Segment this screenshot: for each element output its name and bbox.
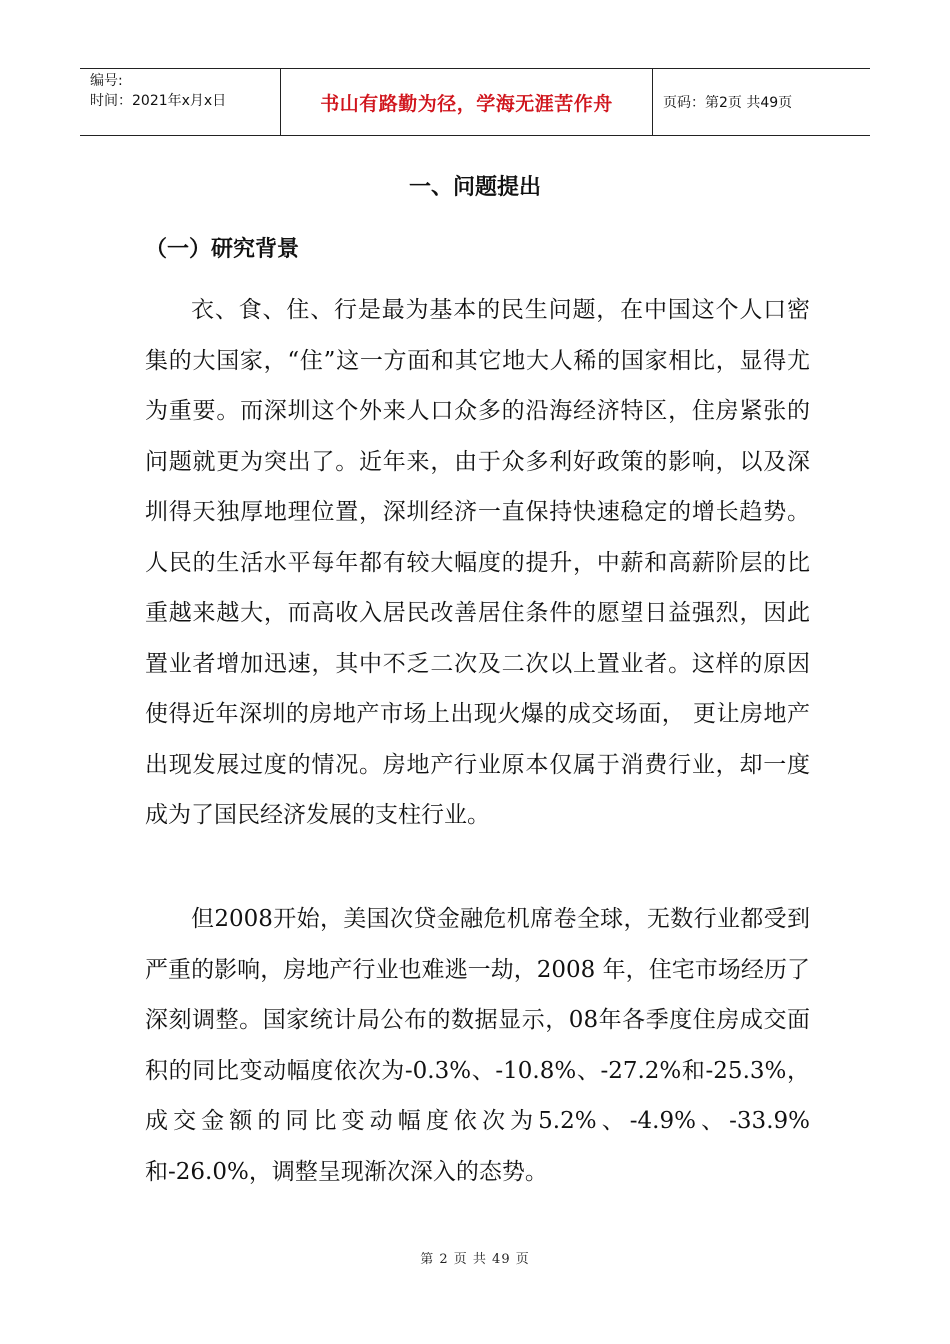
header-motto: [281, 69, 653, 135]
section-title: （一）研究背景: [145, 237, 300, 262]
body-paragraph-2: 但2008开始，美国次贷金融危机席卷全球，无数行业都受到严重的影响，房地产行业也难逃一劫，2008 年，住宅市场经历了深刻调整。国家统计局公布的数据显示，08年各季度住房成交面积的同比变动幅度依次为-0.3%、-10.8%、-27.2%和-25.3%，成交金额的同比变动幅度依次为5.2%、-4.9%、-33.9%和-26.0%，调整呈现渐次深入的态势。: [145, 906, 810, 1185]
page-info-text: 页码：第2页 共49页: [663, 95, 793, 111]
header-meta-cell: [80, 69, 281, 135]
chapter-title: 一、问题提出: [408, 175, 541, 200]
document-number-label: 编号:: [90, 73, 123, 89]
page-footer: 第 2 页 共 49 页: [420, 1252, 530, 1267]
header-page-info: [653, 69, 870, 135]
body-paragraph-1: 衣、食、住、行是最为基本的民生问题，在中国这个人口密集的大国家，“住”这一方面和其它地大人稀的国家相比，显得尤为重要。而深圳这个外来人口众多的沿海经济特区，住房紧张的问题就更为突出了。近年来，由于众多利好政策的影响，以及深圳得天独厚地理位置，深圳经济一直保持快速稳定的增长趋势。人民的生活水平每年都有较大幅度的提升，中薪和高薪阶层的比重越来越大，而高收入居民改善居住条件的愿望日益强烈，因此置业者增加迅速，其中不乏二次及二次以上置业者。这样的原因使得近年深圳的房地产市场上出现火爆的成交场面， 更让房地产出现发展过度的情况。房地产行业原本仅属于消费行业，却一度成为了国民经济发展的支柱行业。: [145, 297, 810, 828]
document-date: 时间：2021年x月x日: [90, 93, 227, 109]
motto-text: 书山有路勤为径，学海无涯苦作舟: [320, 92, 613, 115]
document-header: [80, 68, 870, 136]
